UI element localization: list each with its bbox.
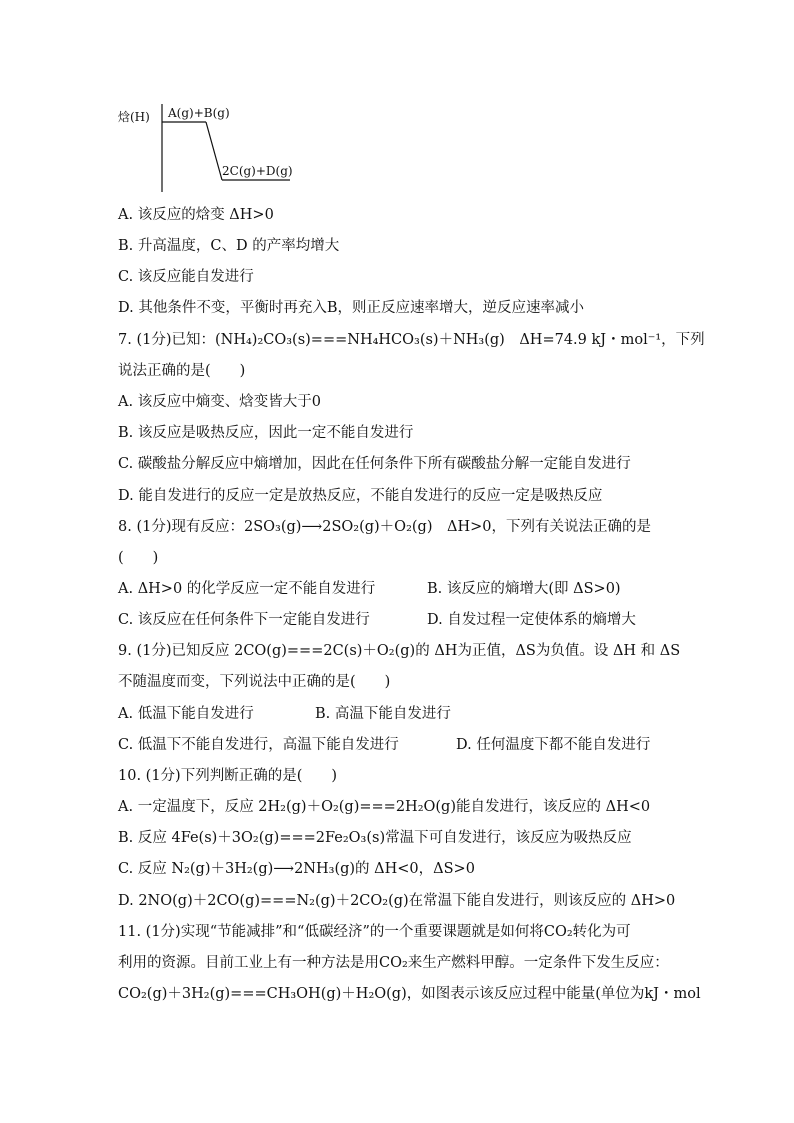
q9-option-b: B. 高温下能自发进行 [315, 706, 451, 722]
diagram-y-axis-label: 焓(H) [118, 110, 150, 124]
q9-stem-line1: 9. (1分)已知反应 2CO(g)===2C(s)＋O₂(g)的 ΔH为正值，ΔS为负值。设 ΔH 和 ΔS [118, 643, 681, 659]
q8-option-d: D. 自发过程一定使体系的熵增大 [427, 612, 636, 628]
q10-option-d: D. 2NO(g)＋2CO(g)===N₂(g)＋2CO₂(g)在常温下能自发进行，则该反应的 ΔH>0 [118, 893, 676, 909]
q11-stem-line2: 利用的资源。目前工业上有一种方法是用CO₂来生产燃料甲醇。一定条件下发生反应： [118, 955, 669, 971]
q7-option-b: B. 该反应是吸热反应，因此一定不能自发进行 [118, 425, 414, 441]
q6-option-a: A. 该反应的焓变 ΔH>0 [118, 207, 274, 223]
q6-option-b: B. 升高温度，C、D 的产率均增大 [118, 238, 340, 254]
q11-stem-line3: CO₂(g)＋3H₂(g)===CH₃OH(g)＋H₂O(g)，如图表示该反应过程中能量(单位为kJ・mol [118, 986, 701, 1002]
q8-stem-line1: 8. (1分)现有反应：2SO₃(g)⟶2SO₂(g)＋O₂(g) ΔH>0，下列有关说法正确的是 [118, 519, 651, 535]
q10-option-a: A. 一定温度下，反应 2H₂(g)＋O₂(g)===2H₂O(g)能自发进行，该反应的 ΔH<0 [118, 799, 651, 815]
q9-option-c: C. 低温下不能自发进行，高温下能自发进行 [118, 737, 399, 753]
q8-stem-line2: ( ) [118, 550, 159, 566]
q7-stem-line2: 说法正确的是( ) [118, 363, 246, 379]
diagram-reactant-label: A(g)+B(g) [168, 106, 230, 120]
q9-option-d: D. 任何温度下都不能自发进行 [456, 737, 651, 753]
q8-option-c: C. 该反应在任何条件下一定能自发进行 [118, 612, 370, 628]
diagram-product-label: 2C(g)+D(g) [222, 164, 293, 178]
q10-option-c: C. 反应 N₂(g)＋3H₂(g)⟶2NH₃(g)的 ΔH<0，ΔS>0 [118, 861, 475, 877]
q7-option-c: C. 碳酸盐分解反应中熵增加，因此在任何条件下所有碳酸盐分解一定能自发进行 [118, 456, 631, 472]
q7-option-a: A. 该反应中熵变、焓变皆大于0 [118, 394, 321, 410]
q11-stem-line1: 11. (1分)实现“节能减排”和“低碳经济”的一个重要课题就是如何将CO₂转化为可 [118, 924, 631, 940]
q9-stem-line2: 不随温度而变，下列说法中正确的是( ) [118, 674, 391, 690]
enthalpy-diagram [118, 100, 318, 200]
q10-option-b: B. 反应 4Fe(s)＋3O₂(g)===2Fe₂O₃(s)常温下可自发进行，该反应为吸热反应 [118, 830, 632, 846]
q7-option-d: D. 能自发进行的反应一定是放热反应，不能自发进行的反应一定是吸热反应 [118, 488, 603, 504]
q9-option-a: A. 低温下能自发进行 [118, 706, 254, 722]
q8-option-a: A. ΔH>0 的化学反应一定不能自发进行 [118, 581, 376, 597]
q10-stem: 10. (1分)下列判断正确的是( ) [118, 768, 338, 784]
q7-stem-line1: 7. (1分)已知：(NH₄)₂CO₃(s)===NH₄HCO₃(s)＋NH₃(g) ΔH=74.9 kJ・mol⁻¹，下列 [118, 332, 705, 348]
q6-option-c: C. 该反应能自发进行 [118, 269, 254, 285]
q6-option-d: D. 其他条件不变，平衡时再充入B，则正反应速率增大，逆反应速率减小 [118, 300, 584, 316]
q8-option-b: B. 该反应的熵增大(即 ΔS>0) [427, 581, 621, 597]
